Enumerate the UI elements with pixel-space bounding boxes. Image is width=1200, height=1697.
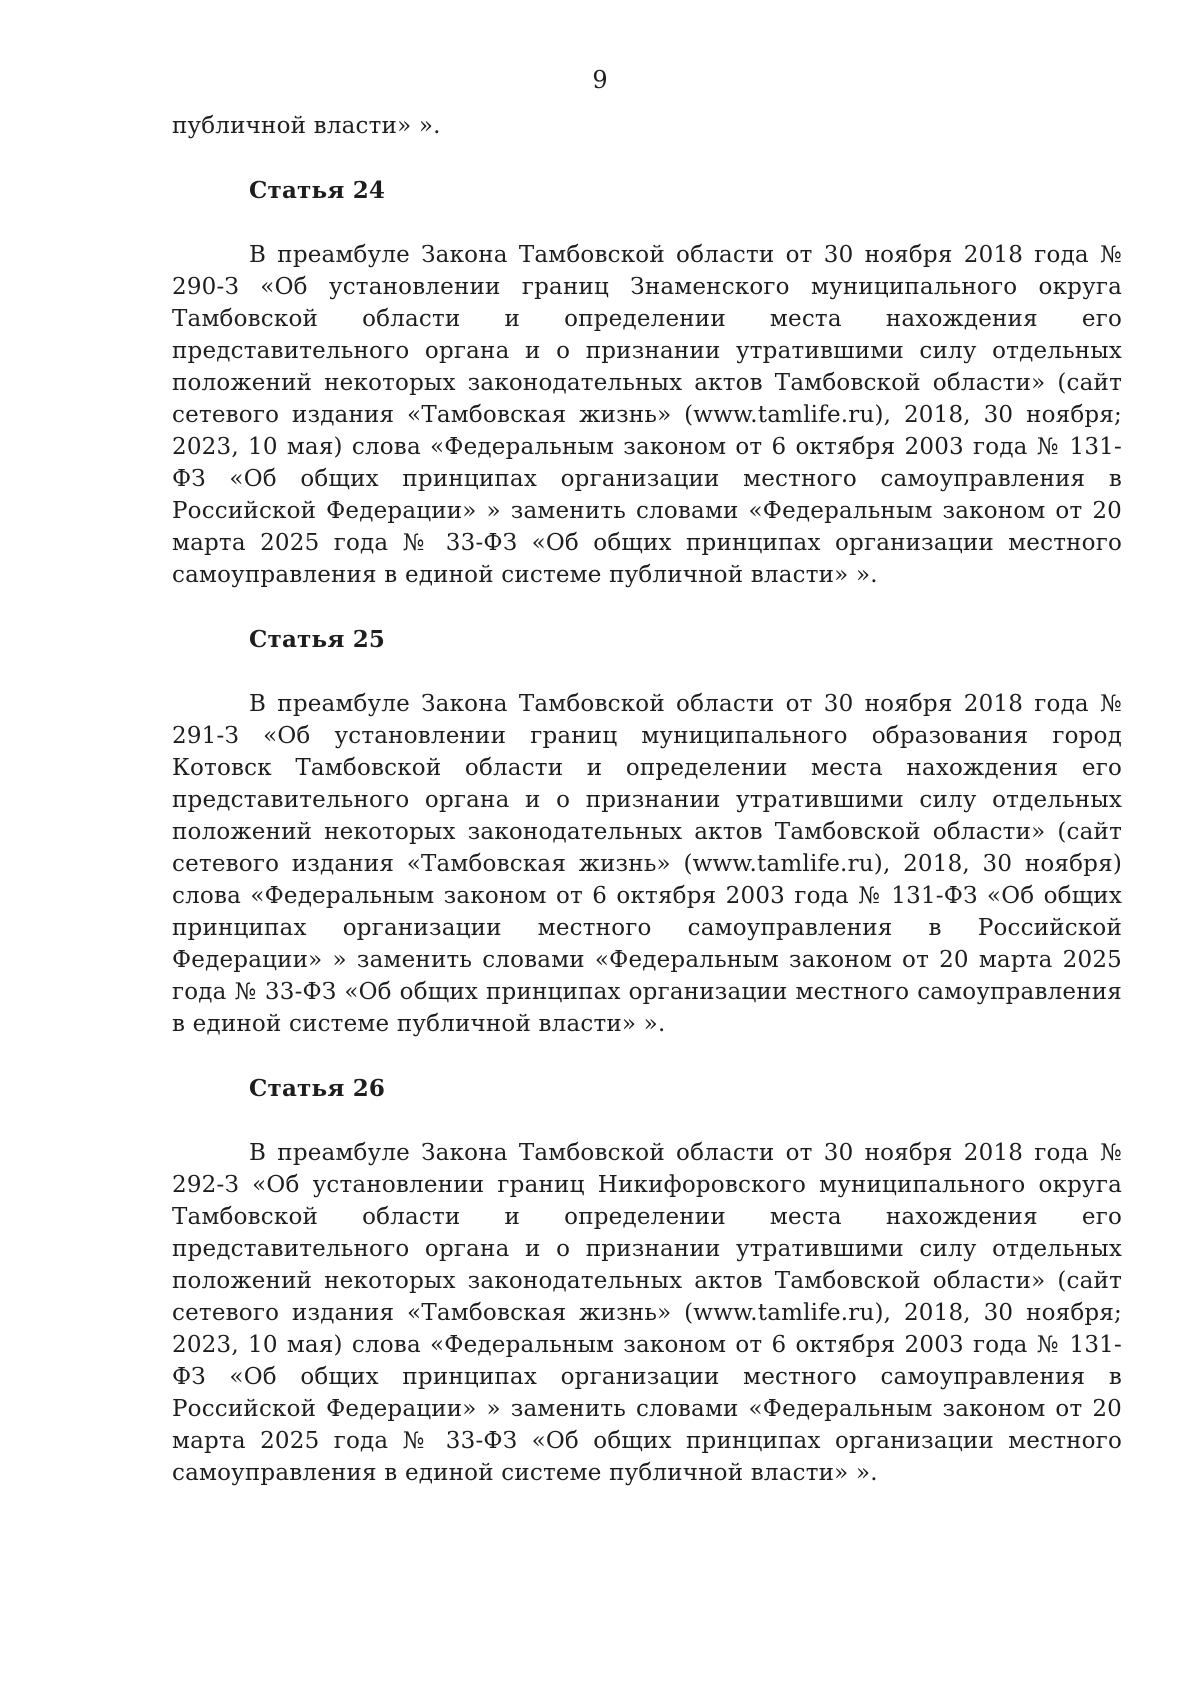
- article-25: [172, 624, 1122, 1040]
- article-title: Статья 24: [249, 177, 386, 204]
- article-title: Статья 26: [249, 1075, 386, 1102]
- article-title: Статья 25: [249, 626, 386, 653]
- article-26: [172, 1073, 1122, 1489]
- article-body: В преамбуле Закона Тамбовской области от 30 ноября 2018 года № 292-З «Об установлении границ Никифоровского муниципального округа Тамбовской области и определении места нахождения его представительного органа и о признании утратившими силу отдельных положений некоторых законодательных актов Тамбовской области» (сайт сетевого издания «Тамбовская жизнь» (www.tamlife.ru), 2018, 30 ноября; 2023, 10 мая) слова «Федеральным законом от 6 октября 2003 года № 131-ФЗ «Об общих принципах организации местного самоуправления в Российской Федерации» » заменить словами «Федеральным законом от 20 марта 2025 года № 33-ФЗ «Об общих принципах организации местного самоуправления в единой системе публичной власти» ».: [172, 1140, 1122, 1486]
- article-24: [172, 175, 1122, 591]
- article-body: В преамбуле Закона Тамбовской области от 30 ноября 2018 года № 291-З «Об установлении границ муниципального образования город Котовск Тамбовской области и определении места нахождения его представительного органа и о признании утратившими силу отдельных положений некоторых законодательных актов Тамбовской области» (сайт сетевого издания «Тамбовская жизнь» (www.tamlife.ru), 2018, 30 ноября) слова «Федеральным законом от 6 октября 2003 года № 131-ФЗ «Об общих принципах организации местного самоуправления в Российской Федерации» » заменить словами «Федеральным законом от 20 марта 2025 года № 33-ФЗ «Об общих принципах организации местного самоуправления в единой системе публичной власти» ».: [172, 691, 1122, 1037]
- article-body: В преамбуле Закона Тамбовской области от 30 ноября 2018 года № 290-З «Об установлении границ Знаменского муниципального округа Тамбовской области и определении места нахождения его представительного органа и о признании утратившими силу отдельных положений некоторых законодательных актов Тамбовской области» (сайт сетевого издания «Тамбовская жизнь» (www.tamlife.ru), 2018, 30 ноября; 2023, 10 мая) слова «Федеральным законом от 6 октября 2003 года № 131-ФЗ «Об общих принципах организации местного самоуправления в Российской Федерации» » заменить словами «Федеральным законом от 20 марта 2025 года № 33-ФЗ «Об общих принципах организации местного самоуправления в единой системе публичной власти» ».: [172, 242, 1122, 588]
- page-number: 9: [592, 66, 608, 94]
- document-content: [172, 110, 1122, 1489]
- continued-text: публичной власти» ».: [172, 113, 441, 139]
